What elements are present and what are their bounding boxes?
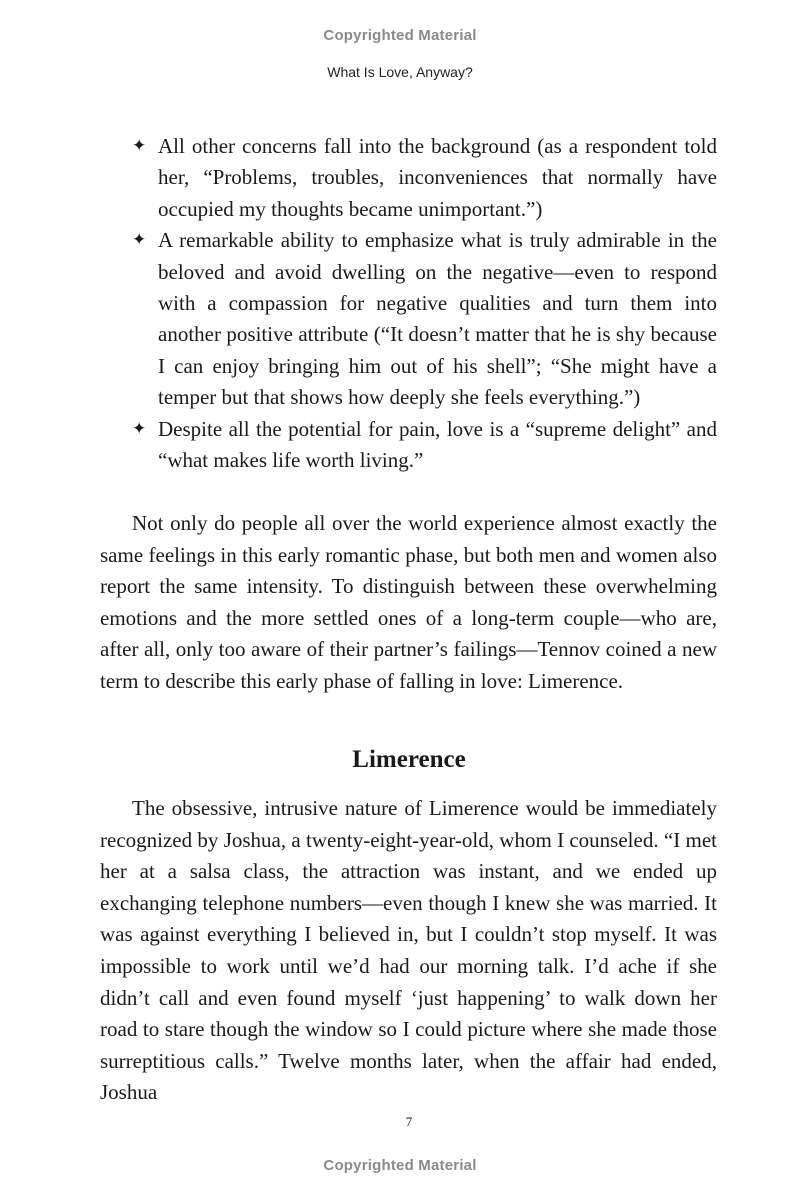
bullet-list xyxy=(132,131,717,476)
body-paragraph: The obsessive, intrusive nature of Limerence would be immediately recognized by Joshua, a twenty-eight-year-old, whom I counseled. “I met her at a salsa class, the attraction was instant, and we ended up exchanging telephone numbers—even though I knew she was married. It was against everything I believed in, but I couldn’t stop myself. It was impossible to work until we’d had our morning talk. I’d ache if she didn’t call and even found myself ‘just happening’ to walk down her road to stare though the window so I could picture where she made those surreptitious calls.” Twelve months later, when the affair had ended, Joshua xyxy=(100,796,717,1105)
four-point-star-icon: ✦ xyxy=(132,418,147,439)
list-item xyxy=(132,414,717,477)
bullet-text: Despite all the potential for pain, love is a “supreme delight” and “what makes life worth living.” xyxy=(158,416,717,473)
bullet-text: All other concerns fall into the background (as a respondent told her, “Problems, troubles, inconveniences that normally have occupied my thoughts became unimportant.”) xyxy=(158,134,717,221)
body-paragraph: Not only do people all over the world experience almost exactly the same feelings in this early romantic phase, but both men and women also report the same intensity. To distinguish between these overwhelming emotions and the more settled ones of a long-term couple—who are, after all, only too aware of their partner’s failings—Tennov coined a new term to describe this early phase of falling in love: Limerence. xyxy=(100,511,717,693)
running-head: What Is Love, Anyway? xyxy=(327,64,473,80)
copyright-watermark-top: Copyrighted Material xyxy=(323,27,477,44)
section-heading: Limerence xyxy=(352,746,466,773)
page-number: 7 xyxy=(405,1114,413,1129)
four-point-star-icon: ✦ xyxy=(132,230,147,251)
list-item xyxy=(132,225,717,413)
four-point-star-icon: ✦ xyxy=(132,136,147,156)
bullet-text: A remarkable ability to emphasize what is truly admirable in the beloved and avoid dwelling on the negative—even to respond with a compassion for negative qualities and turn them into another positive attribute (“It doesn’t matter that he is shy because I can enjoy bringing him out of his shell”; “She might have a temper but that shows how deeply she feels everything.”) xyxy=(158,228,717,410)
copyright-watermark-bottom: Copyrighted Material xyxy=(323,1157,477,1174)
list-item xyxy=(132,131,717,225)
